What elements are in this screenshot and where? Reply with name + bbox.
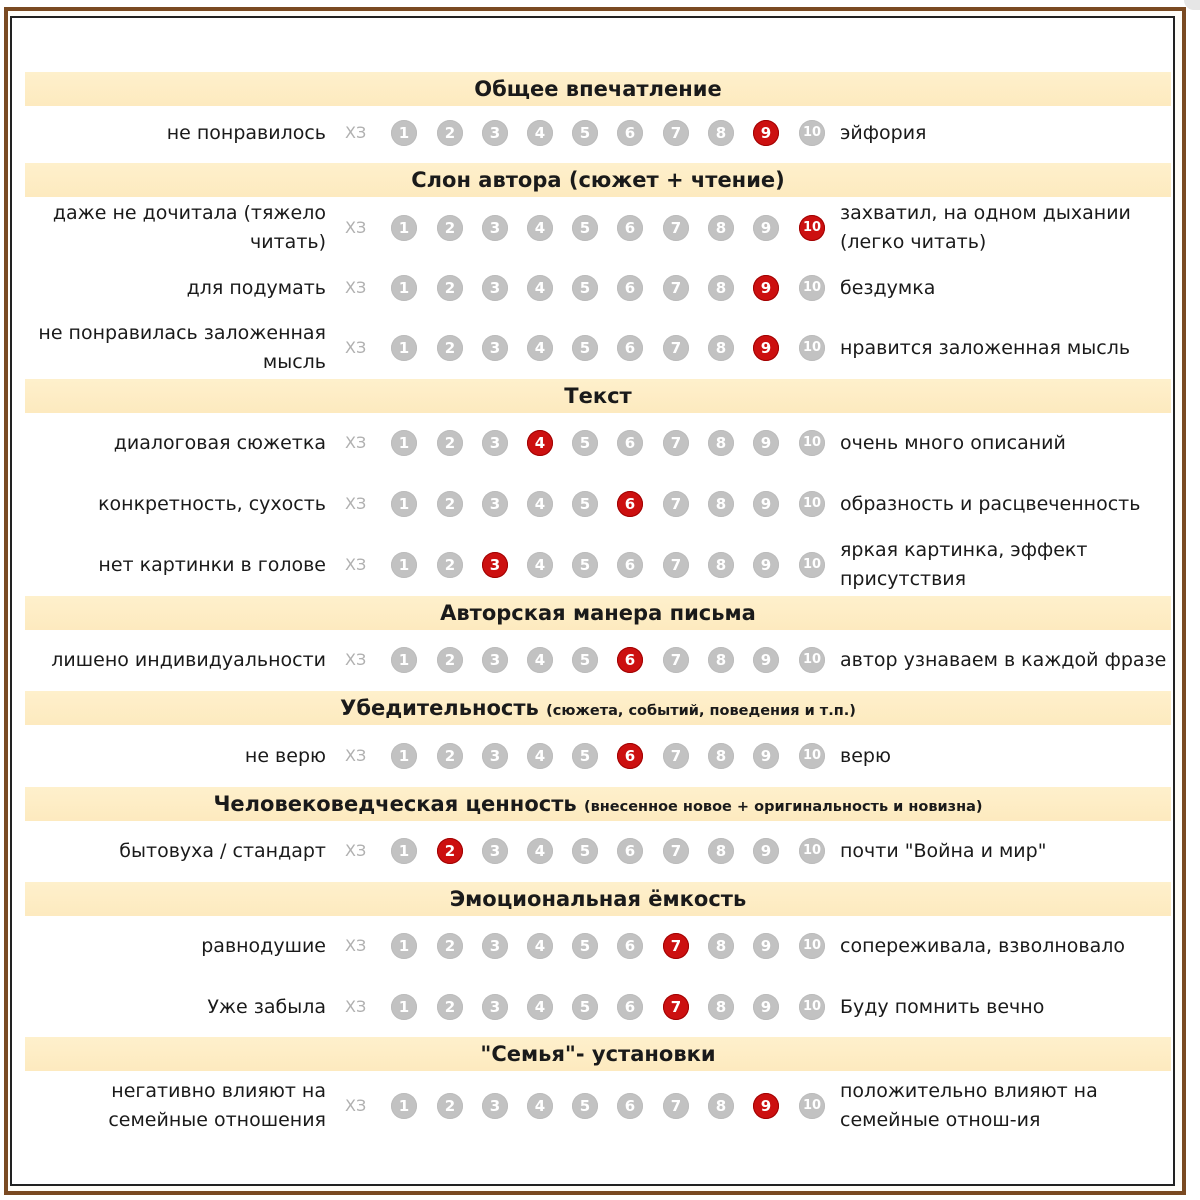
rating-dot[interactable]: 3: [482, 120, 508, 146]
rating-dot[interactable]: 2: [437, 552, 463, 578]
section-title: [25, 694, 1171, 725]
rating-dot[interactable]: 5: [572, 1093, 598, 1119]
rating-dot[interactable]: 8: [708, 994, 734, 1020]
section-title-text: "Семья"- установки: [480, 1042, 716, 1066]
rating-dot[interactable]: 2: [437, 743, 463, 769]
rating-dot[interactable]: 10: [799, 743, 825, 769]
rating-dot[interactable]: 5: [572, 933, 598, 959]
unsure-option[interactable]: ХЗ: [345, 555, 367, 574]
rating-dot[interactable]: 4: [527, 994, 553, 1020]
rating-dot[interactable]: 3: [482, 275, 508, 301]
rating-dot[interactable]: 10: [799, 120, 825, 146]
section-subtitle: (внесенное новое + оригинальность и новизна): [583, 799, 983, 815]
unsure-option[interactable]: ХЗ: [345, 841, 367, 860]
rating-dot[interactable]: 5: [572, 552, 598, 578]
section-title-text: Слон автора (сюжет + чтение): [411, 168, 785, 192]
rating-dot-selected[interactable]: 7: [663, 994, 689, 1020]
rating-dot[interactable]: 2: [437, 215, 463, 241]
rating-dot[interactable]: 9: [753, 552, 779, 578]
unsure-option[interactable]: ХЗ: [345, 997, 367, 1016]
rating-dot[interactable]: 10: [799, 647, 825, 673]
rating-dot[interactable]: 2: [437, 275, 463, 301]
right-pole-label: автор узнаваем в каждой фразе: [840, 648, 1167, 671]
rating-dot[interactable]: 4: [527, 120, 553, 146]
unsure-option[interactable]: ХЗ: [345, 338, 367, 357]
rating-dot[interactable]: 4: [527, 743, 553, 769]
rating-dot[interactable]: 7: [663, 120, 689, 146]
rating-dot[interactable]: 5: [572, 994, 598, 1020]
rating-dot[interactable]: 1: [391, 275, 417, 301]
rating-dot[interactable]: 3: [482, 838, 508, 864]
rating-dot-selected[interactable]: 9: [753, 1093, 779, 1119]
rating-dot[interactable]: 5: [572, 647, 598, 673]
rating-dot[interactable]: 2: [437, 120, 463, 146]
rating-dot[interactable]: 7: [663, 552, 689, 578]
section-title-text: Убедительность: [340, 696, 539, 720]
rating-dot[interactable]: 2: [437, 994, 463, 1020]
rating-dot-selected[interactable]: 4: [527, 430, 553, 456]
rating-dot[interactable]: 6: [617, 120, 643, 146]
rating-dot[interactable]: 3: [482, 215, 508, 241]
rating-dot[interactable]: 9: [753, 215, 779, 241]
rating-dot[interactable]: 1: [391, 120, 417, 146]
rating-dot-selected[interactable]: 6: [617, 743, 643, 769]
rating-dot[interactable]: 5: [572, 491, 598, 517]
rating-dot[interactable]: 7: [663, 1093, 689, 1119]
rating-dot-selected[interactable]: 10: [799, 215, 825, 241]
left-pole-label: негативно влияют на семейные отношения: [108, 1080, 326, 1131]
right-pole-label: Буду помнить вечно: [840, 995, 1045, 1018]
right-pole-label: бездумка: [840, 276, 936, 299]
rating-dot[interactable]: 5: [572, 430, 598, 456]
rating-dot[interactable]: 5: [572, 275, 598, 301]
section-title: [25, 790, 1171, 821]
left-pole-label: не понравилась заложенная мысль: [38, 322, 326, 373]
rating-dot[interactable]: 3: [482, 491, 508, 517]
rating-dot[interactable]: 1: [391, 647, 417, 673]
section-title: [25, 1040, 1171, 1068]
rating-dot[interactable]: 3: [482, 1093, 508, 1119]
left-pole-label: бытовуха / стандарт: [119, 839, 326, 862]
rating-dot[interactable]: 8: [708, 430, 734, 456]
rating-dot[interactable]: 9: [753, 430, 779, 456]
section-title-text: Эмоциональная ёмкость: [449, 887, 747, 911]
rating-dot[interactable]: 1: [391, 994, 417, 1020]
rating-dot[interactable]: 8: [708, 838, 734, 864]
rating-dot[interactable]: 7: [663, 743, 689, 769]
unsure-option[interactable]: ХЗ: [345, 278, 367, 297]
rating-dot[interactable]: 1: [391, 491, 417, 517]
rating-dot[interactable]: 3: [482, 647, 508, 673]
rating-dot[interactable]: 2: [437, 933, 463, 959]
rating-dot[interactable]: 5: [572, 838, 598, 864]
rating-dot[interactable]: 5: [572, 120, 598, 146]
left-pole-label: равнодушие: [201, 934, 326, 957]
rating-dot[interactable]: 4: [527, 335, 553, 361]
rating-dot[interactable]: 6: [617, 430, 643, 456]
rating-dot[interactable]: 6: [617, 552, 643, 578]
unsure-option[interactable]: ХЗ: [345, 1096, 367, 1115]
rating-dot[interactable]: 7: [663, 491, 689, 517]
section-title-text: Авторская манера письма: [440, 601, 756, 625]
rating-dot[interactable]: 7: [663, 647, 689, 673]
left-pole-label: не понравилось: [166, 121, 326, 144]
rating-dot[interactable]: 1: [391, 838, 417, 864]
rating-dot[interactable]: 1: [391, 743, 417, 769]
rating-dot[interactable]: 4: [527, 933, 553, 959]
left-pole-label: Уже забыла: [207, 995, 326, 1018]
rating-dot[interactable]: 8: [708, 215, 734, 241]
rating-dot-selected[interactable]: 7: [663, 933, 689, 959]
rating-dot[interactable]: 4: [527, 647, 553, 673]
rating-dot[interactable]: 7: [663, 430, 689, 456]
rating-dot-selected[interactable]: 9: [753, 120, 779, 146]
rating-dot[interactable]: 6: [617, 933, 643, 959]
rating-dot[interactable]: 4: [527, 491, 553, 517]
right-pole-label: почти "Война и мир": [840, 839, 1047, 862]
rating-dot[interactable]: 9: [753, 647, 779, 673]
right-pole-label: верю: [840, 744, 891, 767]
rating-dot[interactable]: 3: [482, 335, 508, 361]
rating-dot[interactable]: 8: [708, 275, 734, 301]
section-title: [25, 382, 1171, 410]
rating-dot[interactable]: 7: [663, 275, 689, 301]
right-pole-label: захватил, на одном дыхании (легко читать): [840, 202, 1131, 253]
rating-dot[interactable]: 3: [482, 743, 508, 769]
rating-dot-selected[interactable]: 6: [617, 647, 643, 673]
rating-dot[interactable]: 4: [527, 275, 553, 301]
right-pole-label: сопереживала, взволновало: [840, 934, 1126, 957]
rating-dot[interactable]: 8: [708, 647, 734, 673]
right-pole-label: эйфория: [840, 121, 927, 144]
rating-dot[interactable]: 8: [708, 120, 734, 146]
rating-dot[interactable]: 8: [708, 335, 734, 361]
rating-dot[interactable]: 10: [799, 552, 825, 578]
left-pole-label: нет картинки в голове: [98, 553, 326, 576]
rating-dot[interactable]: 10: [799, 1093, 825, 1119]
rating-dot[interactable]: 8: [708, 933, 734, 959]
rating-dot[interactable]: 5: [572, 743, 598, 769]
unsure-option[interactable]: ХЗ: [345, 123, 367, 142]
right-pole-label: яркая картинка, эффект присутствия: [840, 539, 1088, 590]
rating-dot[interactable]: 5: [572, 335, 598, 361]
unsure-option[interactable]: ХЗ: [345, 433, 367, 452]
rating-dot[interactable]: 1: [391, 1093, 417, 1119]
rating-dot[interactable]: 2: [437, 647, 463, 673]
rating-dot-selected[interactable]: 9: [753, 275, 779, 301]
section-title-text: Человековедческая ценность: [213, 792, 577, 816]
rating-dot[interactable]: 2: [437, 335, 463, 361]
rating-dot[interactable]: 1: [391, 430, 417, 456]
rating-dot[interactable]: 4: [527, 838, 553, 864]
rating-dot[interactable]: 9: [753, 838, 779, 864]
rating-dot[interactable]: 8: [708, 1093, 734, 1119]
section-title: [25, 885, 1171, 913]
rating-dot[interactable]: 4: [527, 1093, 553, 1119]
right-pole-label: положительно влияют на семейные отнош-ия: [840, 1080, 1098, 1131]
rating-dot[interactable]: 8: [708, 491, 734, 517]
rating-dot[interactable]: 3: [482, 430, 508, 456]
rating-dot-selected[interactable]: 2: [437, 838, 463, 864]
section-title-text: Текст: [564, 384, 632, 408]
section-subtitle: (сюжета, событий, поведения и т.п.): [546, 703, 856, 719]
section-title-text: Общее впечатление: [474, 77, 722, 101]
section-title: [25, 75, 1171, 103]
rating-dot[interactable]: 6: [617, 1093, 643, 1119]
rating-dot[interactable]: 2: [437, 491, 463, 517]
left-pole-label: даже не дочитала (тяжело читать): [52, 202, 326, 253]
left-pole-label: для подумать: [186, 276, 326, 299]
right-pole-label: очень много описаний: [840, 431, 1066, 454]
rating-dot[interactable]: 6: [617, 838, 643, 864]
right-pole-label: нравится заложенная мысль: [840, 336, 1131, 359]
rating-dot[interactable]: 2: [437, 430, 463, 456]
rating-dot[interactable]: 7: [663, 215, 689, 241]
rating-dot[interactable]: 10: [799, 430, 825, 456]
rating-dot[interactable]: 9: [753, 743, 779, 769]
rating-dot[interactable]: 6: [617, 994, 643, 1020]
rating-dot[interactable]: 3: [482, 933, 508, 959]
rating-dot[interactable]: 8: [708, 743, 734, 769]
rating-dot[interactable]: 1: [391, 552, 417, 578]
left-pole-label: конкретность, сухость: [98, 492, 326, 515]
left-pole-label: диалоговая сюжетка: [113, 431, 326, 454]
unsure-option[interactable]: ХЗ: [345, 650, 367, 669]
section-title: [25, 599, 1171, 627]
rating-dot[interactable]: 7: [663, 335, 689, 361]
rating-dot[interactable]: 10: [799, 994, 825, 1020]
rating-dot[interactable]: 3: [482, 994, 508, 1020]
rating-dot-selected[interactable]: 6: [617, 491, 643, 517]
rating-dot[interactable]: 8: [708, 552, 734, 578]
rating-dot-selected[interactable]: 9: [753, 335, 779, 361]
rating-dot-selected[interactable]: 3: [482, 552, 508, 578]
rating-dot[interactable]: 6: [617, 275, 643, 301]
rating-dot[interactable]: 5: [572, 215, 598, 241]
unsure-option[interactable]: ХЗ: [345, 218, 367, 237]
rating-dot[interactable]: 10: [799, 275, 825, 301]
left-pole-label: не верю: [244, 744, 326, 767]
rating-dot[interactable]: 1: [391, 335, 417, 361]
left-pole-label: лишено индивидуальности: [51, 648, 326, 671]
unsure-option[interactable]: ХЗ: [345, 746, 367, 765]
rating-dot[interactable]: 9: [753, 491, 779, 517]
unsure-option[interactable]: ХЗ: [345, 936, 367, 955]
rating-dot[interactable]: 9: [753, 933, 779, 959]
rating-dot[interactable]: 10: [799, 491, 825, 517]
rating-dot[interactable]: 10: [799, 933, 825, 959]
rating-dot[interactable]: 9: [753, 994, 779, 1020]
section-title: [25, 166, 1171, 194]
unsure-option[interactable]: ХЗ: [345, 494, 367, 513]
rating-dot[interactable]: 6: [617, 215, 643, 241]
right-pole-label: образность и расцвеченность: [840, 492, 1141, 515]
rating-dot[interactable]: 6: [617, 335, 643, 361]
rating-dot[interactable]: 1: [391, 933, 417, 959]
rating-dot[interactable]: 1: [391, 215, 417, 241]
rating-dot[interactable]: 4: [527, 215, 553, 241]
rating-dot[interactable]: 7: [663, 838, 689, 864]
corner-decoration: [1184, 0, 1200, 10]
rating-dot[interactable]: 4: [527, 552, 553, 578]
rating-dot[interactable]: 10: [799, 838, 825, 864]
rating-dot[interactable]: 10: [799, 335, 825, 361]
rating-dot[interactable]: 2: [437, 1093, 463, 1119]
